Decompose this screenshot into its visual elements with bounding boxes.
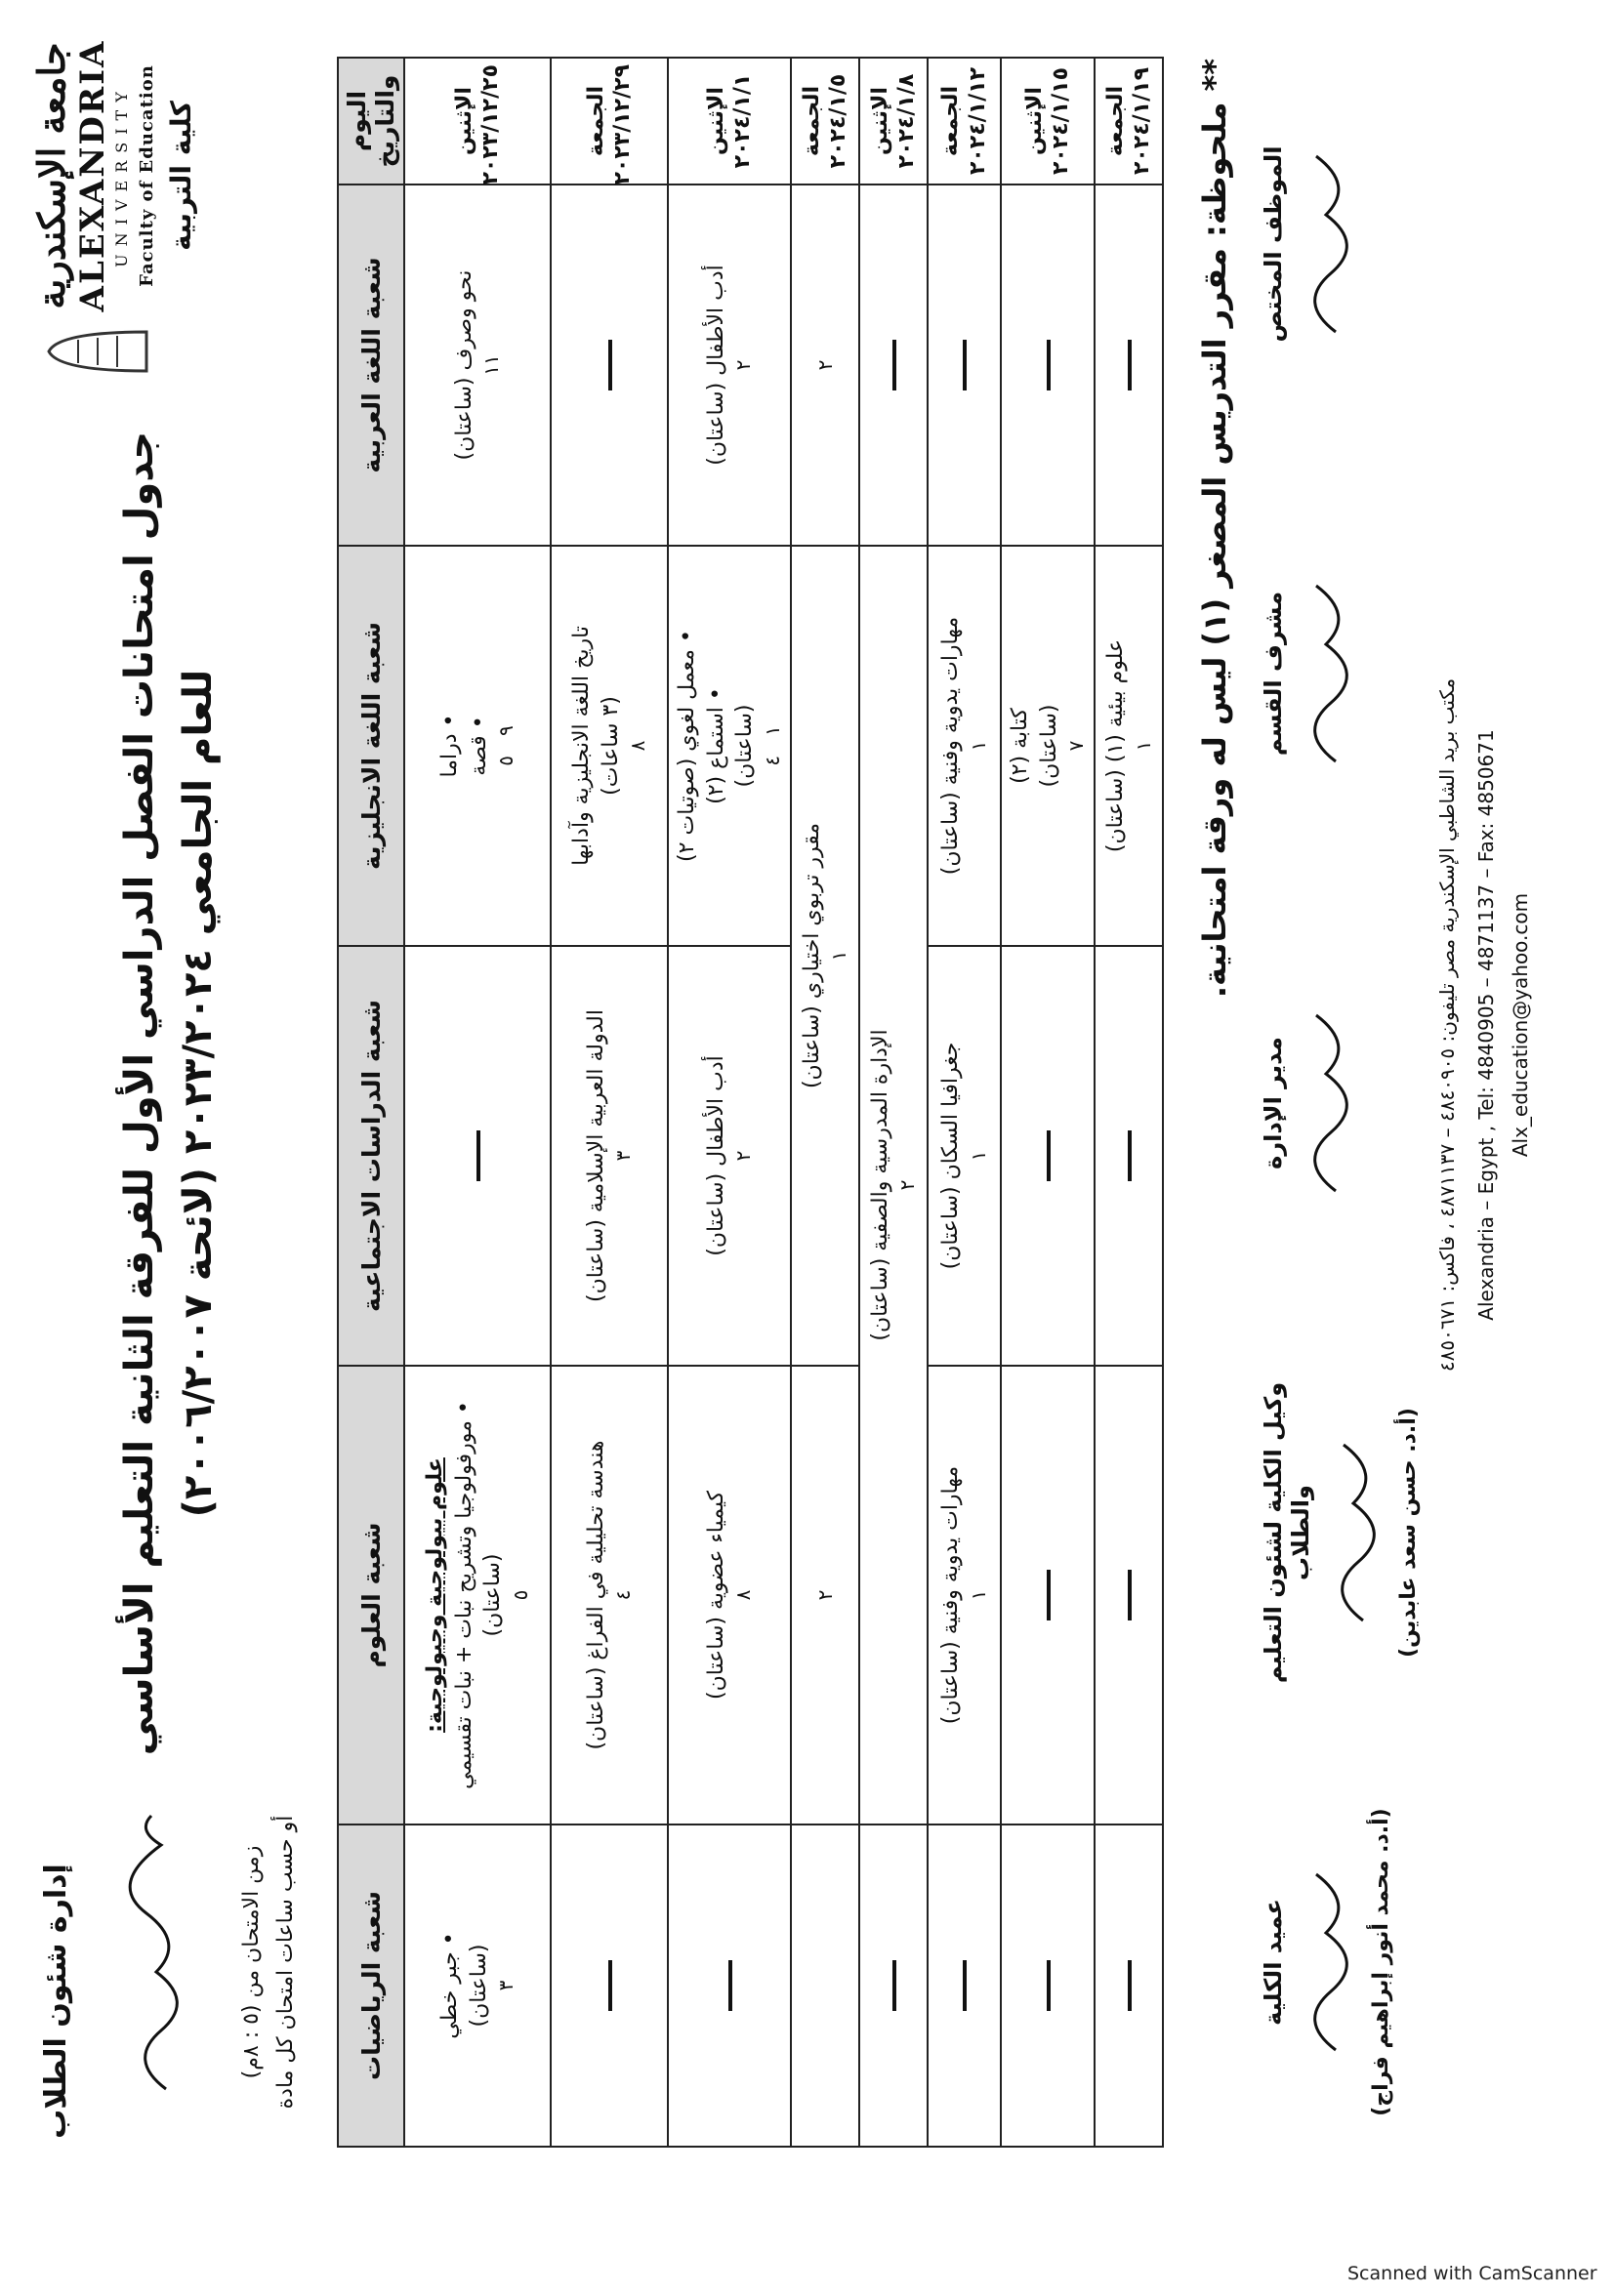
course-count: ٢: [812, 1589, 837, 1601]
signature-4: [1260, 1347, 1426, 1718]
page-title: جدول امتحانات الفصل الدراسي الأول للفرقة الثانية التعليم الأساسي: [117, 430, 162, 1756]
cell-content: [582, 953, 638, 1359]
course-count: ٩: [494, 725, 518, 736]
header-science: شعبة العلوم: [338, 1366, 404, 1824]
table-row: [668, 58, 791, 2147]
cell-content: [567, 553, 651, 939]
cell-arabic: [1095, 184, 1163, 546]
cell-content: [1101, 553, 1157, 939]
date-value: ٢٠٢٣/١٢/٢٥: [478, 64, 503, 185]
cell-content: [582, 1373, 638, 1818]
cell-math: [859, 1824, 928, 2147]
cell-english: [1001, 546, 1095, 946]
cell-social: [551, 946, 668, 1366]
signature-title: مدير الإدارة: [1260, 1037, 1287, 1169]
dash-mark: [1128, 1570, 1132, 1620]
cell-content: [702, 953, 758, 1359]
cell-english: [668, 546, 791, 946]
cell-math: [791, 1824, 859, 2147]
address-arabic: مكتب بريد الشاطبي الإسكندرية مصر تليفون: ٤٨٤٠٩٠٥ – ٤٨٧١١٣٧ ، فاكس: ٤٨٥٠٦٧١: [1435, 677, 1459, 1373]
scanned-watermark: Scanned with CamScanner: [1347, 2263, 1597, 2284]
course-count: ٢: [812, 359, 837, 371]
logo-english: ALEXANDRIA: [73, 39, 112, 312]
dash-mark: [1047, 340, 1051, 390]
course-count: ٧: [1064, 740, 1089, 752]
cell-english: [551, 546, 668, 946]
cell-content: [936, 953, 992, 1359]
course-count: ١: [1131, 740, 1155, 752]
dash-mark: [1047, 1130, 1051, 1181]
date-cell: [859, 58, 928, 184]
date-value: ٢٠٢٤/١/١٢: [965, 66, 990, 176]
date-value: ٢٠٢٤/١/٥: [826, 73, 851, 169]
table-row: [859, 58, 928, 2147]
cell-arabic: [551, 184, 668, 546]
university-logo: [29, 29, 197, 322]
course-line: (ساعتان): [466, 1944, 491, 2028]
course-counts: [493, 1831, 519, 2140]
course-count: ٤: [761, 756, 785, 766]
cell-arabic: [404, 184, 551, 546]
date-cell: [928, 58, 1001, 184]
course-line: (ساعتان): [480, 1553, 506, 1637]
dash-mark: [963, 1960, 967, 2011]
course-name: هندسة تحليلية في الفراغ (ساعتان): [583, 1440, 608, 1750]
course-line: (ساعتان): [1036, 704, 1061, 788]
table-row: [1095, 58, 1163, 2147]
table-row: [551, 58, 668, 2147]
date-cell: [668, 58, 791, 184]
day-name: الجمعة: [938, 85, 964, 157]
course-counts: [493, 553, 519, 939]
dash-mark: [1128, 1960, 1132, 2011]
date-cell: [551, 58, 668, 184]
course-line: تاريخ اللغة الانجليزية وآدابها: [568, 626, 594, 866]
course-count: ٤: [611, 1589, 636, 1601]
cell-arabic: [1001, 184, 1095, 546]
exam-time-note-2: أو حسب ساعات امتحان كل مادة: [273, 1815, 298, 2110]
seal-icon: [39, 322, 156, 381]
course-name: مهارات يدوية وفنية (ساعتان): [938, 1465, 964, 1725]
course-line: • استماع (٢): [703, 687, 728, 804]
dash-mark: [1128, 340, 1132, 390]
cell-content: [421, 1373, 534, 1818]
cell-content: [450, 191, 506, 539]
date-value: ٢٠٢٤/١/١: [730, 73, 756, 169]
cell-content: [866, 553, 922, 1818]
signature-name: (أ.د. حسن سعد عابدين): [1396, 1408, 1421, 1658]
cell-content: [702, 191, 758, 539]
dash-mark: [728, 1960, 732, 2011]
course-count: ١: [966, 1150, 990, 1162]
course-counts: [625, 553, 651, 939]
dash-mark: [1128, 1130, 1132, 1181]
cell-social: [1001, 946, 1095, 1366]
logo-arabic: جامعة الإسكندرية: [29, 42, 73, 309]
day-name: الجمعة: [1102, 85, 1128, 157]
dash-mark: [963, 340, 967, 390]
course-counts: [508, 1373, 534, 1818]
dash-mark: [608, 340, 612, 390]
dash-mark: [476, 1130, 480, 1181]
course-count: ١: [966, 1589, 990, 1601]
cell-arabic: [791, 184, 859, 546]
header-english: شعبة اللغة الانجليزية: [338, 546, 404, 946]
date-value: ٢٠٢٤/١/١٥: [1049, 66, 1074, 176]
cell-arabic: [928, 184, 1001, 546]
table-row: [404, 58, 551, 2147]
signature-3: [1260, 918, 1426, 1289]
course-name: جغرافيا السكان (ساعتان): [938, 1042, 964, 1270]
cell-arabic: [859, 184, 928, 546]
date-value: ٢٠٢٤/١/١٩: [1130, 66, 1155, 176]
dash-mark: [1047, 1960, 1051, 2011]
course-line: • جبر خطي: [436, 1932, 462, 2039]
cell-social: [928, 946, 1001, 1366]
cell-social: [668, 946, 791, 1366]
handwritten-signature: [117, 1806, 195, 2099]
handwritten-signature: [1287, 1855, 1365, 2070]
cell-math: [551, 1824, 668, 2147]
course-count: ٢: [731, 1150, 756, 1162]
cell-content: [673, 553, 786, 939]
date-cell: [404, 58, 551, 184]
date-cell: [1001, 58, 1095, 184]
table-header-row: [338, 58, 404, 2147]
course-name: نحو وصرف (ساعتان): [451, 269, 476, 461]
course-count: ٣: [611, 1150, 636, 1162]
cell-math: [1095, 1824, 1163, 2147]
course-count: ٣: [494, 1980, 518, 1991]
day-name: الجمعة: [583, 85, 608, 157]
email: Alx_education@yahoo.com: [1509, 892, 1532, 1158]
cell-science: [668, 1366, 791, 1824]
course-name: مقرر تربوي اختياري (ساعتان): [799, 822, 824, 1089]
cell-english: [1095, 546, 1163, 946]
header-arabic: شعبة اللغة العربية: [338, 184, 404, 546]
course-count: ٥: [494, 756, 518, 766]
cell-arabic: [668, 184, 791, 546]
cell-english: [928, 546, 1001, 946]
course-count: ١١: [479, 354, 504, 376]
handwritten-signature: [1287, 996, 1365, 1210]
date-value: ٢٠٢٤/١/٨: [894, 73, 920, 169]
header-social: شعبة الدراسات الاجتماعية: [338, 946, 404, 1366]
signature-title: وكيل الكلية لشئون التعليم والطلاب: [1260, 1381, 1314, 1684]
course-name: كيمياء عضوية (ساعتان): [703, 1491, 728, 1700]
cell-content: [435, 1831, 519, 2140]
cell-content: [702, 1373, 758, 1818]
course-count: ١: [761, 725, 785, 736]
table-row: [791, 58, 859, 2147]
day-name: الإثنين: [1021, 87, 1047, 155]
signature-block: [1260, 59, 1426, 2148]
cell-science: [1095, 1366, 1163, 1824]
cell-social: [404, 946, 551, 1366]
cell-merged: [859, 546, 928, 1824]
cell-science: [791, 1366, 859, 1824]
department-name: إدارة شئون الطلاب: [39, 1864, 73, 2139]
course-count: ١: [966, 740, 990, 752]
handwritten-signature: [1287, 566, 1365, 781]
course-counts: [760, 553, 786, 939]
day-name: الجمعة: [799, 85, 824, 157]
course-line: • معمل لغوي (صوتيات ٢): [675, 630, 699, 862]
course-line: (٣ ساعات): [598, 696, 623, 796]
header-date: اليوم والتاريخ: [338, 58, 404, 184]
course-counts: [1063, 553, 1090, 939]
course-name: أدب الأطفال (ساعتان): [703, 265, 728, 466]
college-arabic: كلية التربية: [165, 101, 197, 251]
day-name: الإثنين: [867, 87, 892, 155]
exam-schedule-table: [337, 57, 1164, 2148]
date-cell: [791, 58, 859, 184]
cell-content: [798, 553, 853, 1359]
day-name: الإثنين: [451, 87, 476, 155]
address-english: Alexandria – Egypt , Tel: 4840905 – 4871137 – Fax: 4850671: [1474, 729, 1498, 1321]
dash-mark: [1047, 1570, 1051, 1620]
handwritten-signature: [1314, 1425, 1392, 1640]
dash-mark: [892, 340, 896, 390]
cell-content: [435, 553, 519, 939]
day-name: الإثنين: [703, 87, 728, 155]
signature-title: عميد الكلية: [1260, 1899, 1287, 2026]
cell-merged: [791, 546, 859, 1366]
date-cell: [1095, 58, 1163, 184]
course-name: أدب الأطفال (ساعتان): [703, 1055, 728, 1256]
course-name: الدولة العربية الإسلامية (ساعتان): [583, 1009, 608, 1302]
faculty-english: Faculty of Education: [137, 64, 157, 287]
cell-math: [1001, 1824, 1095, 2147]
cell-science: [1001, 1366, 1095, 1824]
cell-social: [1095, 946, 1163, 1366]
cell-content: [936, 1373, 992, 1818]
course-name: مهارات يدوية وفنية (ساعتان): [938, 616, 964, 876]
dash-mark: [892, 1960, 896, 2011]
cell-math: [404, 1824, 551, 2147]
course-name: علوم بيئية (١) (ساعتان): [1103, 638, 1129, 853]
signature-title: مشرف القسم: [1260, 591, 1287, 757]
course-count: ٢: [731, 359, 756, 371]
cell-science: [551, 1366, 668, 1824]
page-subtitle: للعام الجامعي ٢٠٢٣/٢٠٢٤ (لائحة ٢٠٠٦/٢٠٠٧): [176, 669, 221, 1518]
signature-2: [1260, 488, 1426, 859]
date-value: ٢٠٢٣/١٢/٢٩: [610, 64, 635, 185]
course-count: ١: [827, 950, 851, 962]
footnote: ** ملحوظة: مقرر التدريس المصغر (١) ليس له ورقة امتحانية.: [1196, 59, 1233, 999]
course-count: ٨: [626, 740, 650, 752]
exam-time-note: زمن الامتحان من (٥ : ٨م): [239, 1845, 264, 2079]
cell-english: [404, 546, 551, 946]
course-count: ٨: [731, 1589, 756, 1601]
table-row: [928, 58, 1001, 2147]
dash-mark: [608, 1960, 612, 2011]
cell-content: [936, 553, 992, 939]
logo-english-sub: UNIVERSITY: [112, 84, 131, 267]
table-row: [1001, 58, 1095, 2147]
course-line: • قصة: [466, 716, 491, 776]
cell-math: [928, 1824, 1001, 2147]
cell-science: [404, 1366, 551, 1824]
signature-5: [1260, 1777, 1426, 2148]
course-count: ٢: [895, 1179, 920, 1191]
course-line: • مورفولوجيا وتشريح نبات + نبات تقسيمي: [451, 1401, 476, 1789]
cell-title: علوم بيولوجية وجيولوجية:: [422, 1457, 447, 1733]
cell-content: [1006, 553, 1090, 939]
course-name: الإدارة المدرسية والصفية (ساعتان): [867, 1029, 892, 1341]
cell-science: [928, 1366, 1001, 1824]
course-count: ٥: [509, 1589, 533, 1601]
handwritten-signature: [1287, 137, 1365, 351]
course-line: • دراما: [436, 714, 462, 778]
course-line: كتابة (٢): [1008, 708, 1033, 784]
course-line: (ساعتان): [732, 704, 758, 788]
signature-title: الموظف المختص: [1260, 145, 1287, 343]
signature-1: [1260, 59, 1426, 430]
header-math: شعبة الرياضيات: [338, 1824, 404, 2147]
signature-name: (أ.د. محمد أنور إبراهيم فراج): [1369, 1808, 1393, 2116]
cell-math: [668, 1824, 791, 2147]
